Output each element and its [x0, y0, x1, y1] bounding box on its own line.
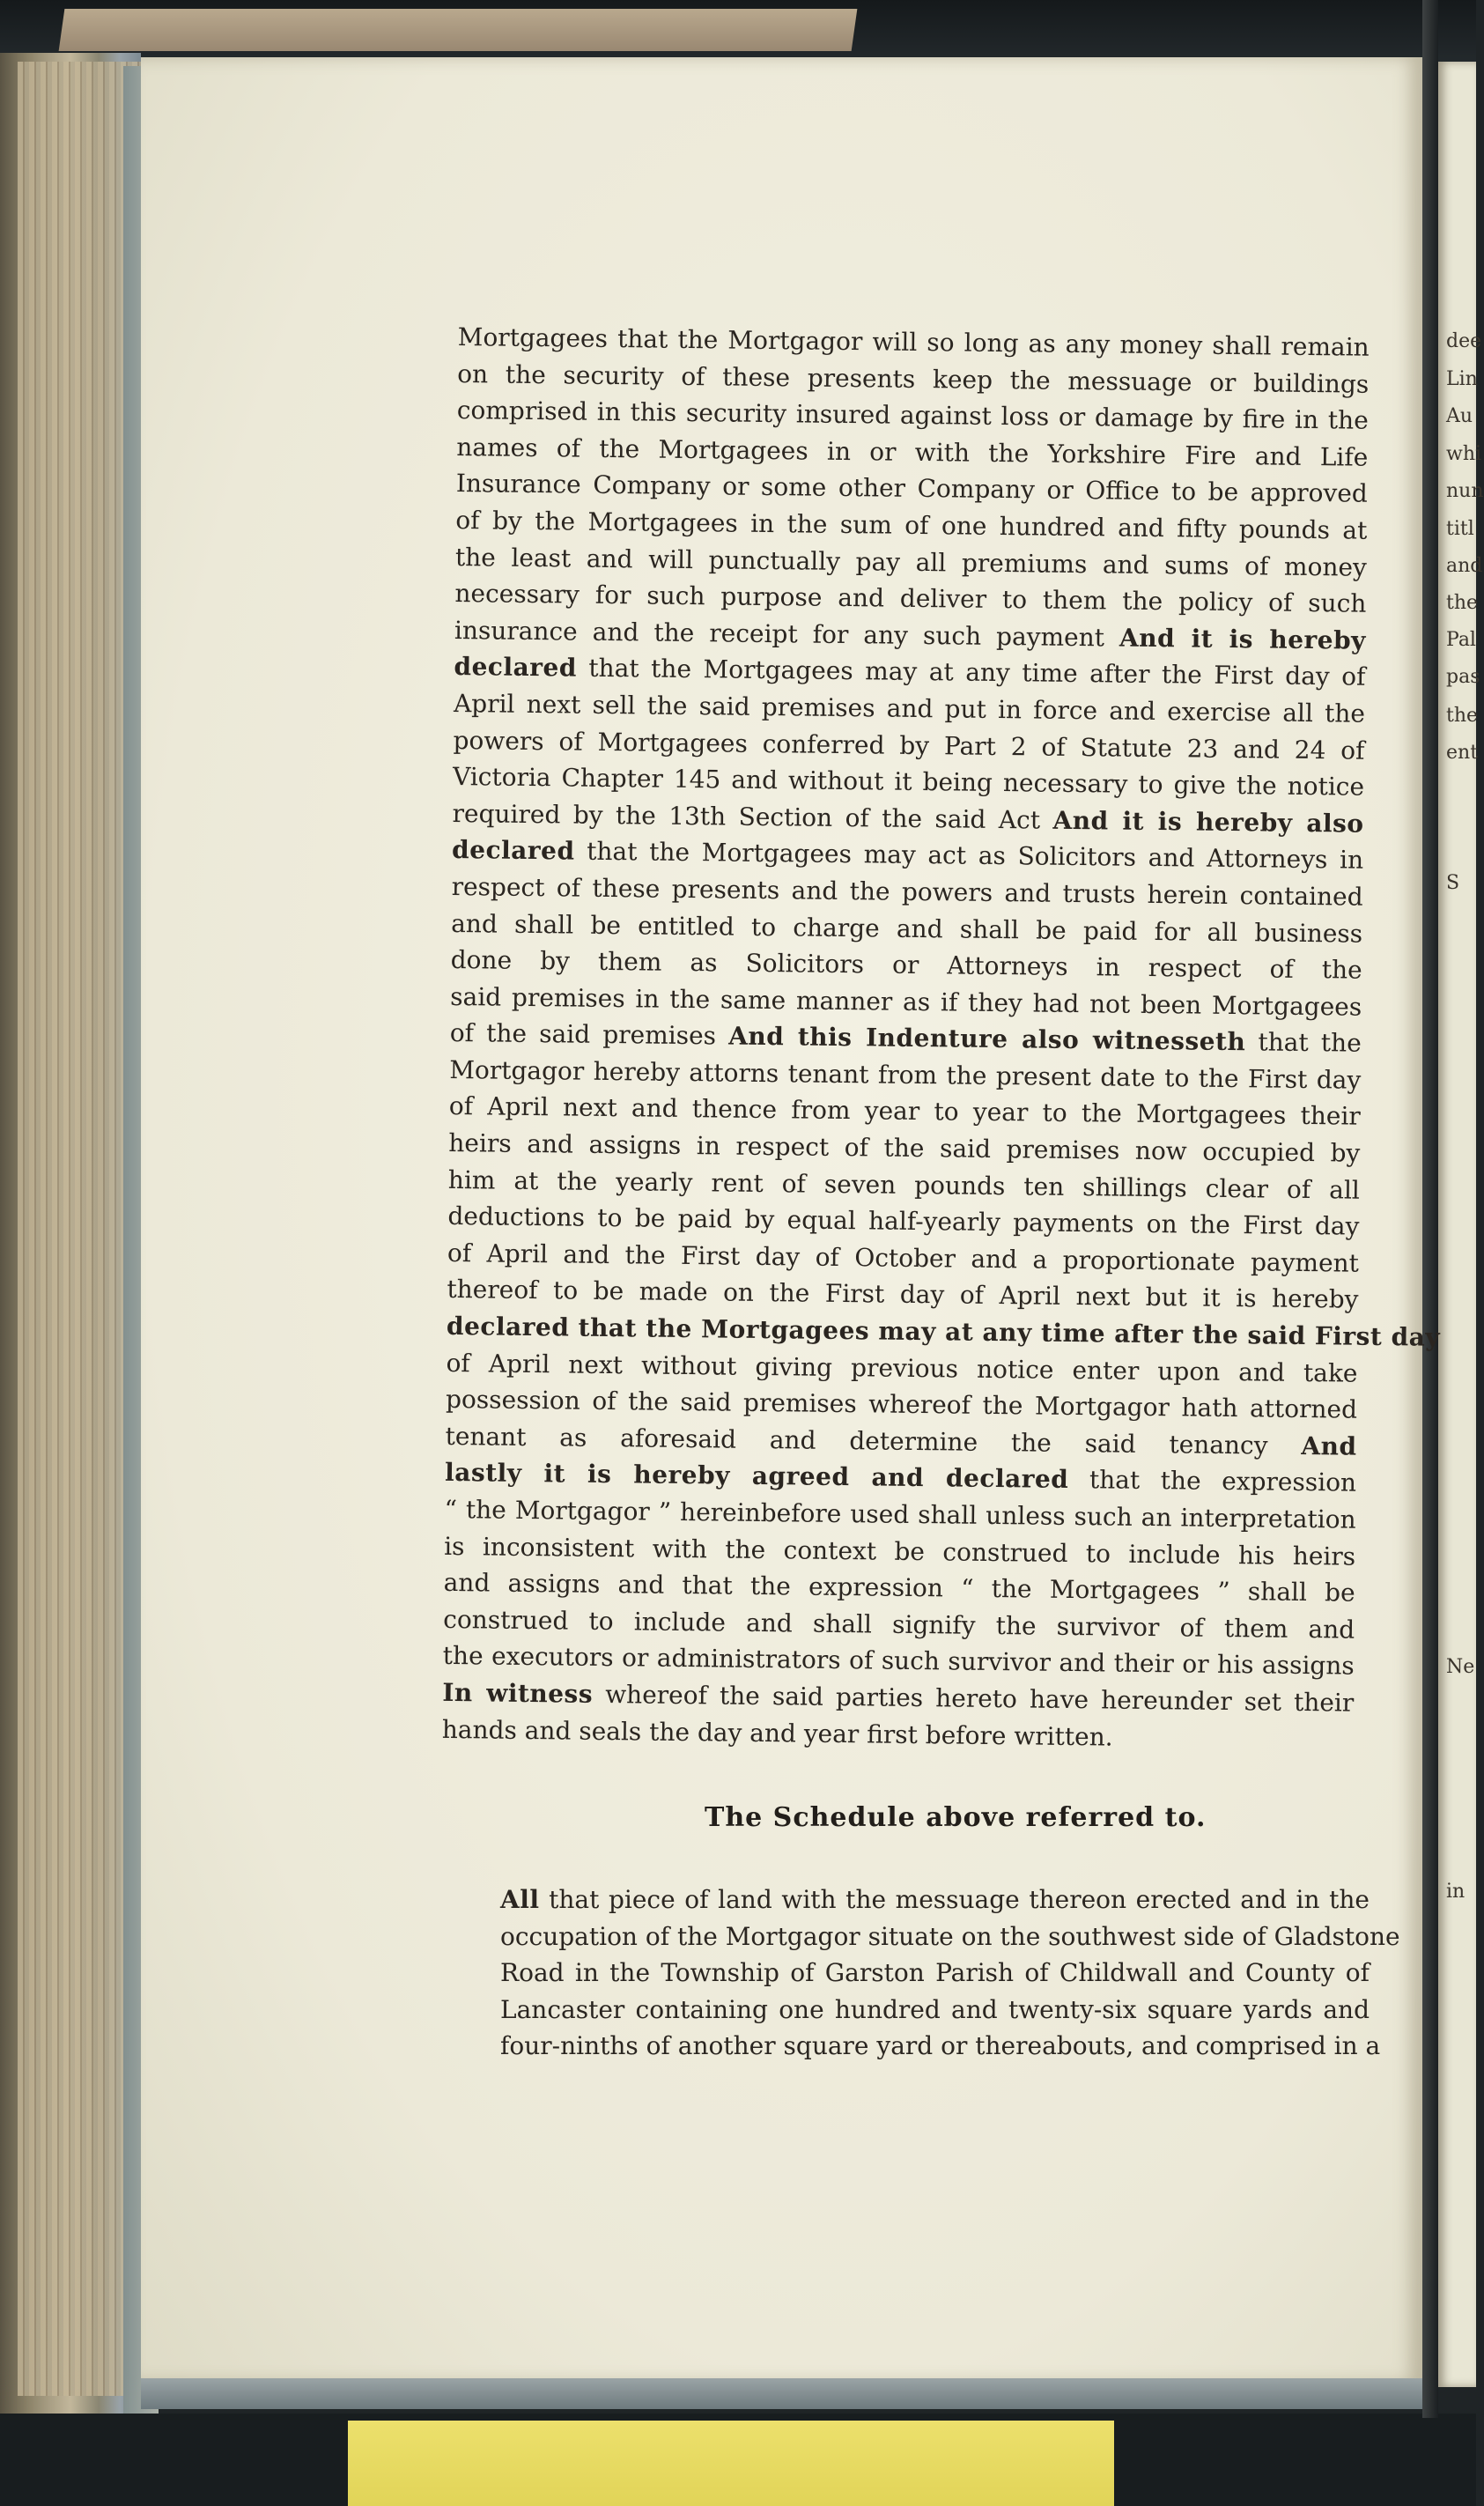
facing-page-fragment: dee [1446, 330, 1482, 352]
blackletter-phrase: In witness [442, 1677, 594, 1709]
spine-gutter [1422, 0, 1438, 2418]
schedule-body-text [500, 1881, 1400, 2065]
facing-page-fragment: whi [1446, 443, 1482, 465]
text-segment: that the Mortgagees may act as Solicitors and Attorneys in [574, 836, 1364, 876]
facing-page-fragment: ent [1446, 742, 1479, 764]
text-segment: deductions to be paid by equal half-yearly payments on the First day [447, 1201, 1360, 1241]
facing-page-fragment: in [1446, 1881, 1466, 1903]
yellow-label [348, 2421, 1114, 2506]
blackletter-phrase: And it is hereby also [1052, 805, 1364, 839]
text-segment: names of the Mortgagees in or with the Yorkshire Fire and Life [456, 432, 1369, 472]
text-segment: that the expression [1068, 1465, 1357, 1498]
text-segment: that the Mortgagees may at any time after the First day of [576, 653, 1366, 692]
text-segment: him at the yearly rent of seven pounds ten shillings clear of all [447, 1164, 1361, 1205]
text-segment: “ the Mortgagor ” hereinbefore used shall unless such an interpretation [444, 1494, 1356, 1534]
text-segment: necessary for such purpose and deliver to them the policy of such [454, 579, 1367, 618]
text-segment: that the [1245, 1027, 1362, 1058]
text-line [500, 1881, 1370, 1918]
text-segment: the executors or administrators of such survivor and their or his assigns [442, 1641, 1355, 1682]
facing-page-fragment: and [1446, 555, 1483, 577]
text-segment: and shall be entitled to charge and shall be paid for all business [451, 908, 1363, 949]
text-segment: Mortgagor hereby attorns tenant from the present date to the First day [449, 1054, 1362, 1095]
text-segment: heirs and assigns in respect of the said premises now occupied by [448, 1128, 1361, 1168]
text-segment: respect of these presents and the powers and trusts herein contained [451, 871, 1363, 912]
facing-page-fragment: pas [1446, 666, 1480, 688]
text-segment: of April next without giving previous notice enter upon and take [446, 1348, 1358, 1388]
facing-page-fragment: titl [1446, 518, 1474, 540]
blackletter-phrase: And this Indenture also witnesseth [727, 1021, 1246, 1057]
protruding-paper-top [59, 9, 858, 51]
facing-page-fragment: the [1446, 705, 1479, 727]
text-segment: is inconsistent with the context be construed to include his heirs [444, 1531, 1356, 1571]
text-segment: of by the Mortgagees in the sum of one hundred and fifty pounds at [455, 505, 1368, 545]
text-segment: powers of Mortgagees conferred by Part 2 of Statute 23 and 24 of [453, 725, 1365, 765]
text-segment: of April and the First day of October and a proportionate payment [447, 1238, 1360, 1278]
text-segment: construed to include and shall signify the survivor of them and [443, 1604, 1355, 1645]
text-segment: whereof the said parties hereto have hereunder set their [592, 1679, 1355, 1718]
schedule-heading: The Schedule above referred to. [705, 1802, 1207, 1833]
text-segment: of the said premises [449, 1018, 729, 1051]
blackletter-phrase: And it is hereby [1119, 623, 1367, 655]
facing-page-fragment: Lin [1446, 368, 1478, 390]
text-line [500, 1955, 1370, 1992]
text-segment: Road in the Township of Garston Parish of Childwall and County of [500, 1958, 1370, 1988]
facing-page-fragment: Pal [1446, 629, 1476, 651]
blackletter-phrase: declared that the Mortgagees may at any time after the said First day [446, 1311, 1441, 1352]
blackletter-phrase: All [500, 1885, 540, 1914]
text-segment: occupation of the Mortgagor situate on the southwest side of Gladstone [500, 1921, 1400, 1951]
facing-page-fragment: the [1446, 592, 1479, 614]
text-segment: thereof to be made on the First day of April next but it is hereby [447, 1275, 1359, 1315]
page-edges-stack [18, 62, 141, 2396]
page-bottom-edge [141, 2378, 1422, 2409]
facing-page-fragment: Ne [1446, 1656, 1475, 1678]
text-segment: on the security of these presents keep the messuage or buildings [457, 359, 1370, 399]
facing-page-fragment: S [1446, 872, 1460, 894]
text-segment: April next sell the said premises and put in force and exercise all the [453, 688, 1366, 728]
text-segment: Mortgagees that the Mortgagor will so long as any money shall remain [457, 322, 1370, 362]
facing-page-fragment: nun [1446, 480, 1484, 502]
text-segment: the least and will punctually pay all premiums and sums of money [454, 542, 1368, 582]
deed-body-text [441, 319, 1441, 1758]
text-segment: and assigns and that the expression “ the Mortgagees ” shall be [443, 1568, 1355, 1608]
blackletter-phrase: declared [454, 652, 578, 683]
blackletter-phrase: lastly it is hereby agreed and declared [444, 1458, 1069, 1495]
text-segment: tenant as aforesaid and determine the said tenancy [445, 1421, 1302, 1460]
text-segment: comprised in this security insured against loss or damage by fire in the [456, 395, 1369, 435]
text-segment: Lancaster containing one hundred and twenty-six square yards and [500, 1994, 1370, 2024]
text-segment: that piece of land with the messuage thereon erected and in the [539, 1885, 1370, 1914]
text-line [500, 1918, 1400, 1955]
blackletter-phrase: declared [451, 835, 575, 866]
text-segment: four-ninths of another square yard or thereabouts, and comprised in a [500, 2031, 1381, 2061]
text-segment: insurance and the receipt for any such payment [454, 615, 1120, 653]
text-line [500, 2028, 1381, 2065]
text-segment: of April next and thence from year to year to the Mortgagees their [448, 1091, 1361, 1132]
text-segment: Victoria Chapter 145 and without it being necessary to give the notice [452, 762, 1365, 802]
text-segment: said premises in the same manner as if they had not been Mortgagees [450, 981, 1362, 1022]
blackletter-phrase: And [1301, 1430, 1357, 1461]
text-segment: required by the 13th Section of the said Act [452, 798, 1053, 835]
text-segment: possession of the said premises whereof the Mortgagor hath attorned [445, 1385, 1358, 1424]
text-segment: Insurance Company or some other Company or Office to be approved [455, 469, 1369, 509]
text-segment: hands and seals the day and year first before written. [441, 1714, 1113, 1752]
text-line [500, 1992, 1370, 2029]
facing-page-fragment: Au [1446, 405, 1473, 427]
text-segment: done by them as Solicitors or Attorneys in respect of the [450, 945, 1362, 985]
